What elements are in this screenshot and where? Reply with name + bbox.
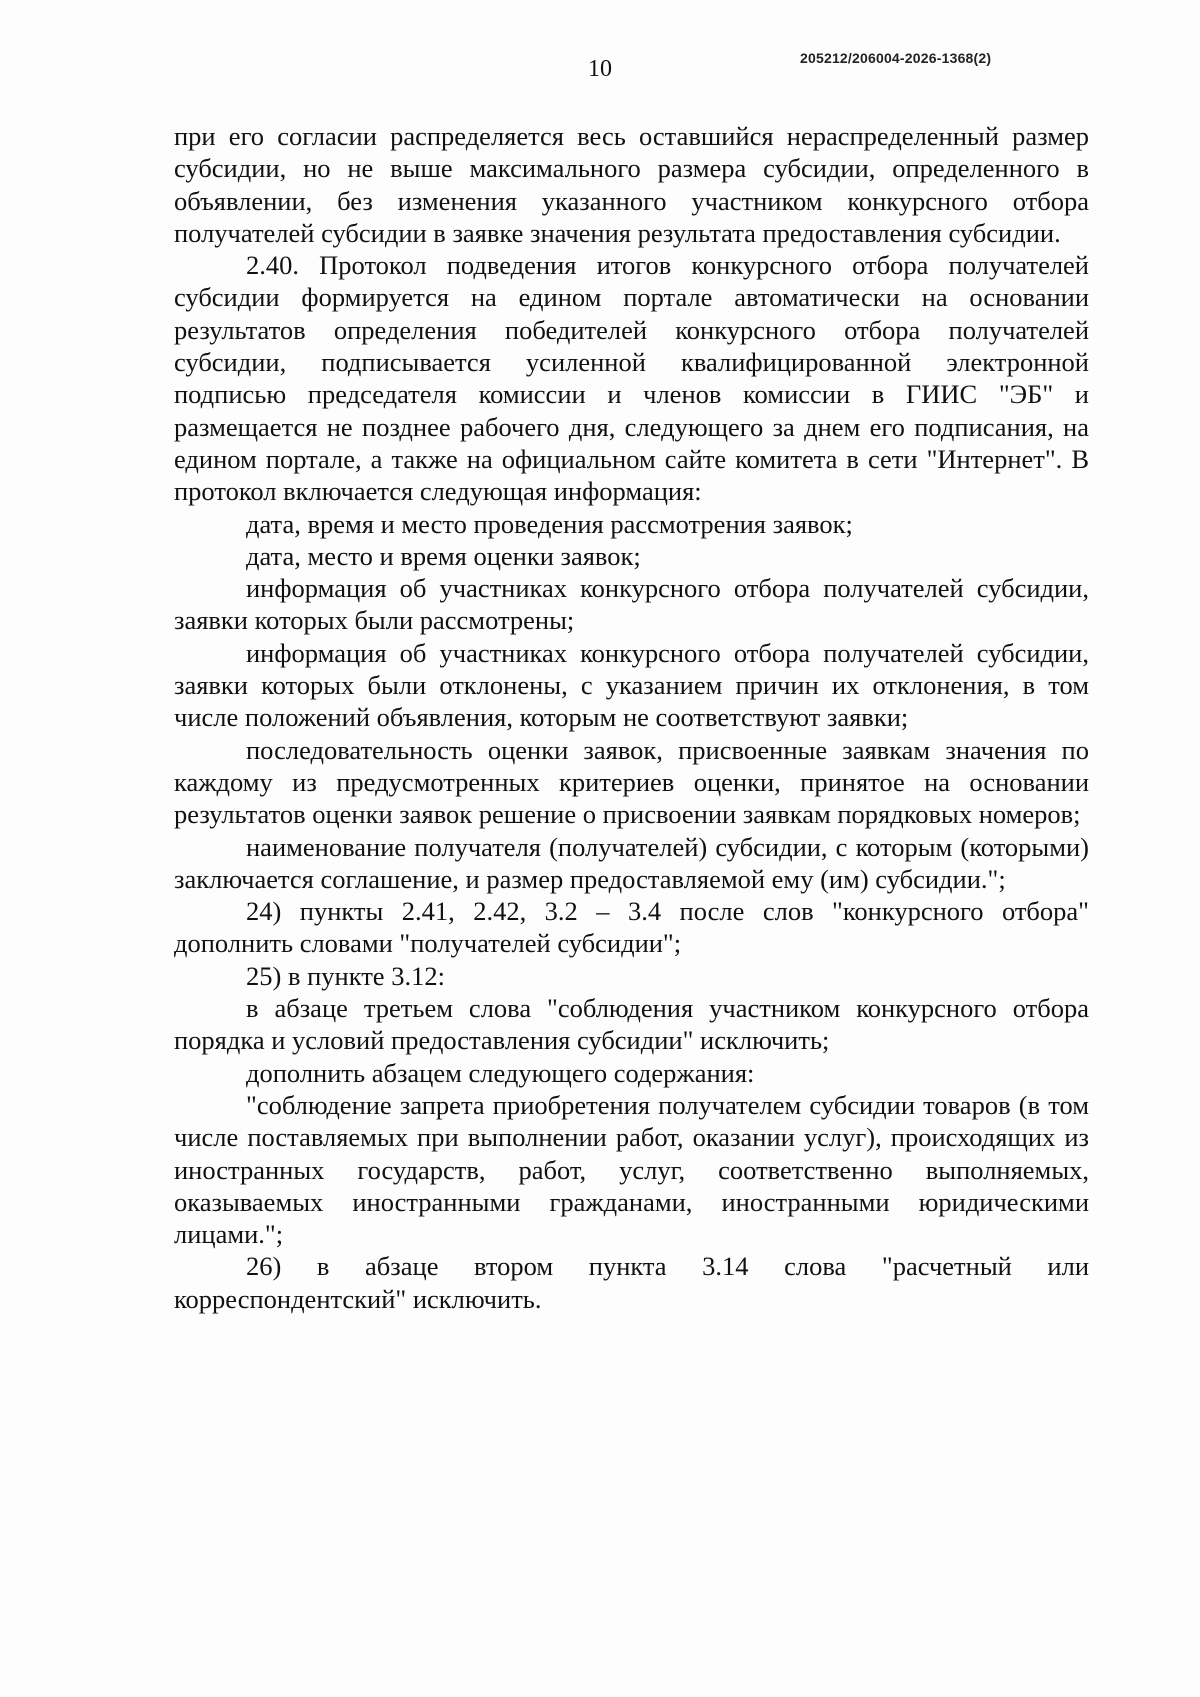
- amendment-25: 25) в пункте 3.12:: [246, 960, 445, 991]
- amendment-25-quote: "соблюдение запрета приобретения получателем субсидии товаров (в том числе поставляемых при выполнении работ, оказании услуг), происходящих из иностранных государств, работ, услуг, соответственно выполняемых, оказываемых иностранными гражданами, иностранными юридическими лицами.";: [174, 1089, 1089, 1250]
- amendment-24: 24) пункты 2.41, 2.42, 3.2 – 3.4 после слов "конкурсного отбора" дополнить словами "получателей субсидии";: [174, 896, 1089, 959]
- list-item: информация об участниках конкурсного отбора получателей субсидии, заявки которых были рассмотрены;: [174, 573, 1089, 636]
- list-item: дата, время и место проведения рассмотрения заявок;: [246, 508, 853, 539]
- list-item: последовательность оценки заявок, присвоенные заявкам значения по каждому из предусмотренных критериев оценки, принятое на основании результатов оценки заявок решение о присвоении заявкам порядковых номеров;: [174, 734, 1089, 830]
- paragraph-continuation: при его согласии распределяется весь оставшийся нераспределенный размер субсидии, но не выше максимального размера субсидии, определенного в объявлении, без изменения указанного участником конкурсного отбора получателей субсидии в заявке значения результата предоставления субсидии.: [174, 121, 1089, 248]
- list-item: дата, место и время оценки заявок;: [246, 540, 641, 571]
- paragraph-2-40: 2.40. Протокол подведения итогов конкурсного отбора получателей субсидии формируется на едином портале автоматически на основании результатов определения победителей конкурсного отбора получателей субсидии, подписывается усиленной квалифицированной электронной подписью председателя комиссии и членов комиссии в ГИИС "ЭБ" и размещается не позднее рабочего дня, следующего за днем его подписания, на едином портале, а также на официальном сайте комитета в сети "Интернет". В протокол включается следующая информация:: [174, 250, 1089, 507]
- page-number: 10: [588, 56, 612, 82]
- document-id: 205212/206004-2026-1368(2): [800, 50, 992, 66]
- document-body: [174, 120, 1089, 1315]
- amendment-26: 26) в абзаце втором пункта 3.14 слова "расчетный или корреспондентский" исключить.: [174, 1251, 1089, 1314]
- amendment-25-item: в абзаце третьем слова "соблюдения участником конкурсного отбора порядка и условий предоставления субсидии" исключить;: [174, 993, 1089, 1056]
- list-item: информация об участниках конкурсного отбора получателей субсидии, заявки которых были отклонены, с указанием причин их отклонения, в том числе положений объявления, которым не соответствуют заявки;: [174, 637, 1089, 733]
- amendment-25-item: дополнить абзацем следующего содержания:: [246, 1057, 755, 1088]
- list-item: наименование получателя (получателей) субсидии, с которым (которыми) заключается соглашение, и размер предоставляемой ему (им) субсидии.";: [174, 831, 1089, 894]
